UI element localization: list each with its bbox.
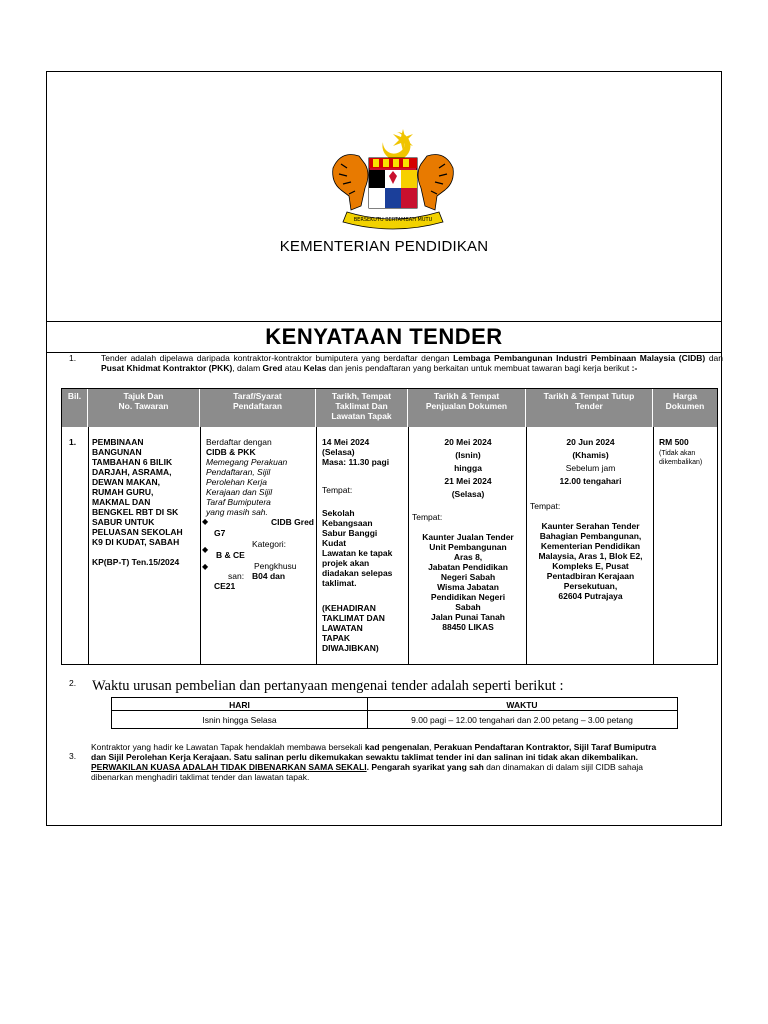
briefing-date: 14 Mei 2024 [322,437,370,447]
briefing-place-label: Tempat: [322,485,353,495]
para3-line3-c: Pengarah syarikat yang sah [371,762,484,772]
sale-end-day: (Selasa) [451,489,485,499]
para3-line3 [91,762,725,772]
row-tajuk [92,437,198,567]
sale-start-date: 20 Mei 2024 [444,437,492,447]
text-line: BANGUNAN [92,447,142,457]
col-divider [88,427,89,664]
text-line: Malaysia, Aras 1, Blok E2, [538,551,643,561]
diamond-bullet-icon: ◆ [202,562,209,571]
requirement-specialization [202,561,314,591]
tender-number: KP(BP-T) Ten.15/2024 [92,557,180,567]
text-line: Negeri Sabah [440,572,496,582]
hours-time: 9.00 pagi – 12.00 tengahari dan 2.00 petang – 3.00 petang [411,715,633,725]
col-divider [200,427,201,664]
text-line: Memegang Perakuan [206,457,288,467]
taraf-conditions [206,457,314,517]
ministry-name: KEMENTERIAN PENDIDIKAN [279,238,489,255]
text-line: PELUASAN SEKOLAH [92,527,183,537]
grade-value: G7 [214,528,226,538]
col-divider [526,427,527,664]
text-line: BENGKEL RBT DI SK [92,507,179,517]
hours-row-divider [112,710,677,711]
col-divider [408,427,409,664]
sale-to: hingga [454,463,482,473]
col-divider [316,427,317,664]
para1-part: :- [631,363,638,373]
text-line: DIWAJIBKAN) [322,643,379,653]
text-line: (Tidak akan [659,450,696,457]
sale-place-label: Tempat: [412,512,443,522]
text-line: Pendidikan Negeri [430,592,506,602]
text-line: SABUR UNTUK [92,517,155,527]
price-note [659,449,719,467]
para3-line1-b: kad pengenalan [364,742,430,752]
specialization-label-b: san: [228,571,245,581]
para1-part: Kelas [303,363,327,373]
taraf-registration: CIDB & PKK [206,447,256,457]
header-taklimat: Tarikh, Tempat Taklimat Dan Lawatan Tapak [316,389,408,427]
briefing-mandatory [322,603,408,653]
text-line: diadakan selepas [322,568,393,578]
text-line: Sabah [455,602,481,612]
specialization-label-a: Pengkhusu [254,561,297,571]
text-line: Kerajaan dan Sijil [206,487,273,497]
para3-text [91,742,725,782]
text-line: Taraf Bumiputera [206,497,271,507]
para3-line1-d: Perakuan Pendaftaran Kontraktor, Sijil Taraf Bumiputra [433,742,657,752]
para3-line3-b: . [366,762,372,772]
text-line: Jalan Punai Tanah [430,612,505,622]
diamond-bullet-icon: ◆ [202,545,209,554]
para1-part: Pusat Khidmat Kontraktor (PKK) [101,363,233,373]
text-line: Kompleks E, Pusat [552,561,629,571]
text-line: Pendaftaran, Sijil [206,467,271,477]
briefing-day: (Selasa) [322,447,355,457]
closing-place [530,521,651,601]
requirement-category [202,539,314,561]
para1-part: dan [705,353,724,363]
row-jualan [412,437,524,632]
letterhead [47,72,721,322]
row-harga [659,437,719,467]
text-line: Kaunter Jualan Tender [422,532,514,542]
hours-header-day: HARI [229,700,250,710]
text-line: TAMBAHAN 6 BILIK [92,457,173,467]
row-taraf [202,437,314,591]
text-line: Bahagian Pembangunan, [539,531,642,541]
para3-line1 [91,742,725,752]
text-line: 62604 Putrajaya [558,591,623,601]
text-line: Sabur Banggi [322,528,378,538]
text-line: Lawatan ke tapak [322,548,393,558]
text-line: Aras 8, [453,552,483,562]
text-line: LAWATAN [322,623,363,633]
closing-time: 12.00 tengahari [559,476,622,486]
para3-line1-a: Kontraktor yang hadir ke Lawatan Tapak hendaklah membawa bersekali [91,742,365,752]
specialization-value-a: B04 dan [252,571,286,581]
text-line: Kebangsaan [322,518,373,528]
text-line: DEWAN MAKAN, [92,477,160,487]
para3-line1-c: , [429,742,434,752]
specialization-value-b: CE21 [214,581,236,591]
para3-line3-d: dan dinamakan di dalam sijil CIDB sahaja [483,762,644,772]
hours-header-time: WAKTU [506,700,538,710]
briefing-time: Masa: 11.30 pagi [322,457,390,467]
text-line: K9 DI KUDAT, SABAH [92,537,180,547]
text-line: TAKLIMAT DAN [322,613,385,623]
requirement-grade [202,517,314,539]
text-line: Sekolah [322,508,355,518]
para3-number: 3. [69,751,77,761]
text-line: DARJAH, ASRAMA, [92,467,172,477]
text-line: Wisma Jabatan [437,582,499,592]
text-line: Jabatan Pendidikan [428,562,508,572]
header-bil: Bil. [62,389,88,427]
text-line: Kementerian Pendidikan [540,541,641,551]
para1-part: dan jenis pendaftaran yang berkaitan untuk membuat tawaran bagi kerja berikut [326,363,632,373]
text-line: dikembalikan) [659,459,703,466]
para2-number: 2. [69,678,77,688]
para1-part: , dalam [232,363,263,373]
briefing-note [322,548,408,588]
text-line: 88450 LIKAS [442,622,494,632]
col-divider [653,427,654,664]
document-price: RM 500 [659,437,689,447]
header-taraf: Taraf/Syarat Pendaftaran [200,389,316,427]
text-line: Kudat [322,538,347,548]
tender-notice-frame [46,71,722,826]
text-line: Persekutuan, [563,581,618,591]
text-line: TAPAK [322,633,351,643]
text-line: PEMBINAAN [92,437,144,447]
para1-part: Lembaga Pembangunan Industri Pembinaan Malaysia (CIDB) [453,353,706,363]
tender-title [92,437,198,547]
category-value: B & CE [216,550,245,560]
header-tutup: Tarikh & Tempat Tutup Tender [526,389,653,427]
page-title: KENYATAAN TENDER [265,324,503,349]
text-line: projek akan [322,558,370,568]
taraf-intro: Berdaftar dengan [206,437,272,447]
para1-part: Tender adalah dipelawa daripada kontraktor-kontraktor bumiputera yang berdaftar dengan [101,353,454,363]
text-line: taklimat. [322,578,357,588]
diamond-bullet-icon: ◆ [202,517,209,526]
text-line: Pentadbiran Kerajaan [546,571,635,581]
para1-number: 1. [69,353,77,363]
row-tutup [530,437,651,601]
closing-date: 20 Jun 2024 [566,437,615,447]
closing-place-label: Tempat: [530,501,561,511]
header-jualan: Tarikh & Tempat Penjualan Dokumen [408,389,526,427]
para1-text [101,353,723,373]
closing-before: Sebelum jam [565,463,616,473]
briefing-place [322,508,408,548]
row-taklimat [322,437,408,653]
malaysia-coat-of-arms-icon [323,128,463,232]
hours-day: Isnin hingga Selasa [202,715,277,725]
text-line: Perolehan Kerja [206,477,267,487]
row-bil: 1. [69,437,77,447]
para3-line4: dibenarkan menghadiri taklimat tender dan lawatan tapak. [91,772,310,782]
text-line: yang masih sah. [206,507,268,517]
header-tajuk: Tajuk Dan No. Tawaran [88,389,200,427]
closing-day: (Khamis) [572,450,609,460]
para2-text: Waktu urusan pembelian dan pertanyaan mengenai tender adalah seperti berikut : [92,678,564,694]
para1-part: atau [282,363,304,373]
tender-table [61,388,718,665]
sale-place [412,532,524,632]
text-line: MAKMAL DAN [92,497,151,507]
header-harga: Harga Dokumen [653,389,717,427]
para1-part: Gred [262,363,283,373]
text-line: Kaunter Serahan Tender [541,521,640,531]
text-line: (KEHADIRAN [322,603,376,613]
grade-label: CIDB Gred [271,517,314,527]
text-line: Unit Pembangunan [429,542,507,552]
para3-line3-underlined: PERWAKILAN KUASA ADALAH TIDAK DIBENARKAN SAMA SEKALI [91,762,367,772]
office-hours-table [111,697,678,729]
sale-end-date: 21 Mei 2024 [444,476,492,486]
text-line: RUMAH GURU, [92,487,154,497]
para3-line2: dan Sijil Perolehan Kerja Kerajaan. Satu salinan perlu dikemukakan sewaktu taklimat tender ini dan salinan ini tidak akan dikembalikan. [91,752,639,762]
category-label: Kategori: [252,539,287,549]
crest-motto: BERSEKUTU BERTAMBAH MUTU [353,217,433,223]
sale-start-day: (Isnin) [455,450,481,460]
